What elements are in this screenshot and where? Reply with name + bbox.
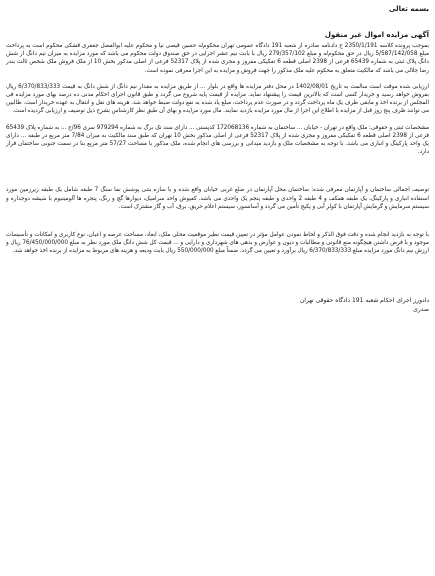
signature-name: صدری [413,305,429,313]
paragraph-auction-terms: ارزیابی شده موقت است سالمت به تاریخ 1402/08/01 در محل دفتر مزایده ها واقع در بلوار ... از طریق مزایده به مقدار نیم دانگ از شش دانگ به قیمت 6/370/833/333 ریال بفروش خواهد رسید و خریدار کسی است که بالاترین قیمت را پیشنهاد نماید. مزایده از قیمت پایه شروع می گردد و طبق قانون اجرای احکام مدنی ده درصد بهای مورد مزایده فی المجلس از برنده اخذ و مابقی ظرف یک ماه پرداخت گردد و در صورت عدم پرداخت، مبلغ یاد شده به نفع دولت ضبط خواهد شد. هزینه های نقل و انتقال به عهده خریدار است. طالبین می توانند ظرف پنج روز قبل از مزایده با اطلاع این اجرا از مال مورد مزایده بازدید نمایند. مال مورد مزایده و بهای آن طبق نظر کارشناس بشرح ذیل توصیف و ارزیابی گردیده است. [6,83,429,115]
signature-office: دادورز اجرای احکام شعبه 191 دادگاه حقوقی تهران [299,296,429,304]
paragraph-case-details: بموجب پرونده کلاسه 2350/1/191 ج دادنامه صادره از شعبه 191 دادگاه عمومی تهران محکوم‌له حسین قیصی نیا و محکوم علیه ابوالفضل جعفری قشکی محکوم است به پرداخت مبلغ 5/587/142/058 ریال در حق محکوم‌له و مبلغ 279/357/102 ریال با بابت نیم عشر اجرایی در حق صندوق دولت محکوم می باشد که مورد مزایده به میزان نیم دانگ از شش دانگ پلاک ثبتی به شماره 65439 فرعی از 2398 اصلی قطعه 6 تفکیکی مفروز و مجزی شده از پلاک 52317 فرعی از اصلی مذکور بخش 10 از ملک فروش ملک شخص ثالث بندر رضا جلالی می باشد که مالکیت متعلق به محکوم علیه ملک مذکور را جهت فروش و مزایده به این اجرا معرفی نموده است. [6,43,430,74]
bismillah-heading: بسمه تعالی [388,5,429,13]
paragraph-building-description: توصیف اجمالی ساختمان و آپارتمان معرفی شده: ساختمان محل آپارتمان در ضلع غربی خیابان واقع شده و با سازه بتنی پوشش نما سنگ 7 طبقه شامل یک طبقه زیرزمین مورد استفاده انباری و پارکینگ، یک طبقه همکف و 4 طبقه 2 واحدی و طبقه پنجم یک واحدی می باشد. کفپوش واحد سرامیک، دیوارها گچ و رنگ، پنجره ها آلومینیوم با شیشه دوجداره و سیستم سرمایش و گرمایش آپارتمان با کولر آبی و پکیج تأمین می گردد و آسانسور، سیستم اعلام حریق، برق، آب و گاز مشترک است. [6,187,429,210]
paragraph-valuation: با توجه به بازدید انجام شده و دقت فوق الذکر و لحاظ نمودن عوامل مؤثر در تعیین قیمت نظیر موقعیت محلی ملک، ابعاد، مساحت عرصه و اعیان، نوع کاربری و امکانات و تأسیسات موجود و با فرض داشتن هیچگونه منع قانونی و مطالبات و دیون و عوارض و بدهی های شهرداری و دارایی و ... قیمت کل شش دانگ ملک مورد نظر به مبلغ 76/450/000/000 ریال و ارزش نیم دانگ مورد مزایده مبلغ 6/370/833/333 ریال برآورد و تعیین می گردد. ضمناً مبلغ 550/000/000 ریال بابت ودیعه و هزینه های مربوط به مزایده از برنده اخذ خواهد شد. [6,232,429,255]
notice-title: آگهی مزایده اموال غیر منقول [324,31,429,39]
paragraph-legal-specs: مشخصات ثبتی و حقوقی: ملک واقع در تهران - خیابان ... ساختمان به شماره 172068136 کدپستی ... دارای سند تک برگ به شماره 979294 سری 96/ج ... به شماره پلاک 65439 فرعی از 2398 اصلی قطعه 6 تفکیکی مفروز و مجزی شده از پلاک 52317 فرعی از اصلی مذکور بخش 10 تهران که طبق سند مالکیت به میزان 7/84 متر مربع در طبقه ... دارای یک واحد پارکینگ و انباری می باشد. با توجه به مشخصات ملک و بازدید میدانی و بررسی های انجام شده، ملک مذکور با مساحت 57/27 متر مربع بنا در سمت جنوبی ساختمان قرار دارد. [6,124,429,156]
